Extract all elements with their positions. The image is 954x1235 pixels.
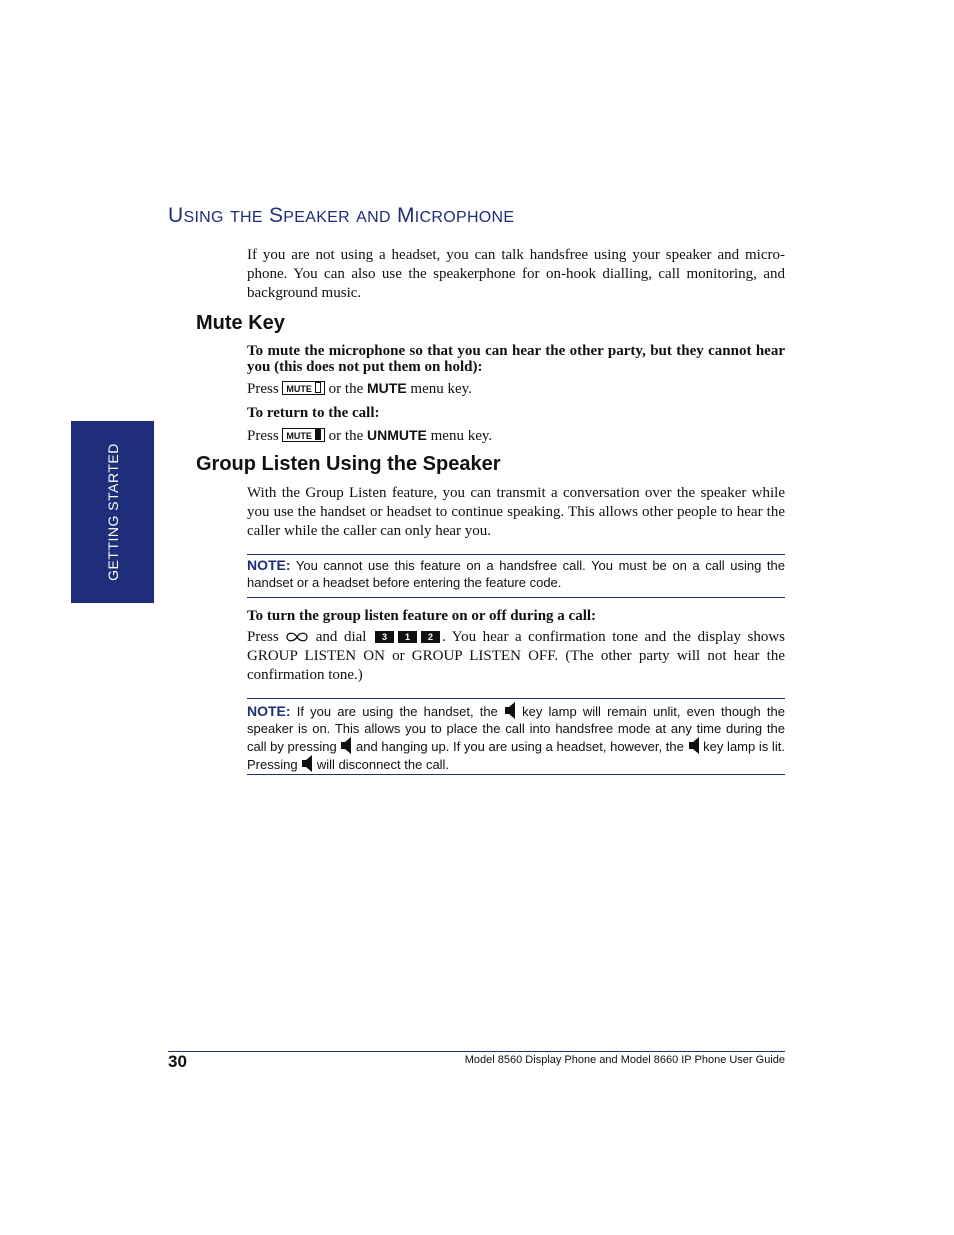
title-part: S [268, 204, 284, 227]
note-text: will disconnect the call. [316, 757, 450, 772]
title-part: ICROPHONE [414, 209, 515, 226]
title-part: AND [356, 209, 391, 226]
text: Press [247, 428, 279, 444]
note-box [247, 698, 785, 775]
key-label: MUTE [286, 431, 312, 441]
page-title [168, 204, 514, 228]
text: . You hear a confirmation tone and the display shows GROUP LISTEN ON or GROUP LISTEN OFF. (The other party will not hear the confirmation tone.) [247, 629, 786, 683]
text: and dial [315, 629, 367, 645]
page-number: 30 [168, 1052, 187, 1071]
note-text: and hanging up. If you are using a headset, however, the [356, 739, 684, 754]
text: menu key. [410, 381, 472, 397]
mute-key-icon [282, 428, 325, 442]
note-text: key lamp will remain unlit, even though the speaker is on. This allows you to place the call into handsfree mode at any time during the call by pressing [247, 704, 785, 754]
note-label: NOTE: [247, 703, 291, 719]
mute-instruction: To mute the microphone so that you can hear the other party, but they cannot hear you (this does not put them on hold): [247, 343, 785, 375]
menu-key-label: MUTE [367, 380, 407, 396]
key-label: MUTE [286, 384, 312, 394]
group-listen-heading: Group Listen Using the Speaker [196, 453, 501, 475]
speaker-key-icon [340, 737, 352, 754]
title-part: PEAKER [283, 209, 351, 226]
speaker-key-icon [688, 737, 700, 754]
title-part: SING [183, 209, 224, 226]
dial-key-3: 3 [375, 631, 394, 643]
lamp-on-icon [315, 429, 321, 440]
footer-divider [168, 1051, 785, 1052]
speaker-key-icon [301, 755, 313, 772]
section-tab-label: GETTING STARTED [104, 443, 121, 581]
menu-key-label: UNMUTE [367, 427, 427, 443]
title-part: M [396, 204, 415, 227]
text: menu key. [430, 428, 493, 444]
group-listen-step [247, 628, 785, 685]
note-text: If you are using the handset, the [296, 704, 498, 719]
return-label: To return to the call: [247, 405, 380, 421]
title-part: U [168, 204, 184, 227]
dial-key-2: 2 [421, 631, 440, 643]
mute-key-heading: Mute Key [196, 312, 285, 334]
superkey-icon [285, 631, 309, 643]
text: or the [328, 381, 364, 397]
title-part: THE [229, 209, 263, 226]
footer-guide-title: Model 8560 Display Phone and Model 8660 IP Phone User Guide [464, 1054, 785, 1066]
text: or the [328, 428, 364, 444]
note-label: NOTE: [247, 557, 291, 573]
lamp-off-icon [315, 382, 321, 393]
note-box [247, 554, 785, 598]
section-tab [71, 421, 154, 603]
text: Press [247, 629, 279, 645]
note-text: You cannot use this feature on a handsfree call. You must be on a call using the handset or a headset before entering the feature code. [247, 558, 785, 590]
mute-key-icon [282, 381, 325, 395]
unmute-step [247, 426, 785, 446]
text: Press [247, 381, 279, 397]
mute-step [247, 379, 785, 399]
dial-key-1: 1 [398, 631, 417, 643]
intro-paragraph: If you are not using a headset, you can talk handsfree using your speaker and micro-phone. You can also use the speakerphone for on-hook dialling, call monitoring, and background music. [247, 247, 785, 301]
note-text: key lamp is lit. Pressing [247, 739, 785, 772]
speaker-key-icon [504, 702, 516, 719]
turn-on-off-label: To turn the group listen feature on or off during a call: [247, 608, 597, 624]
group-listen-paragraph: With the Group Listen feature, you can transmit a conversation over the speaker while you use the handset or headset to continue speaking. This allows other people to hear the caller while the caller can only hear you. [247, 485, 785, 539]
